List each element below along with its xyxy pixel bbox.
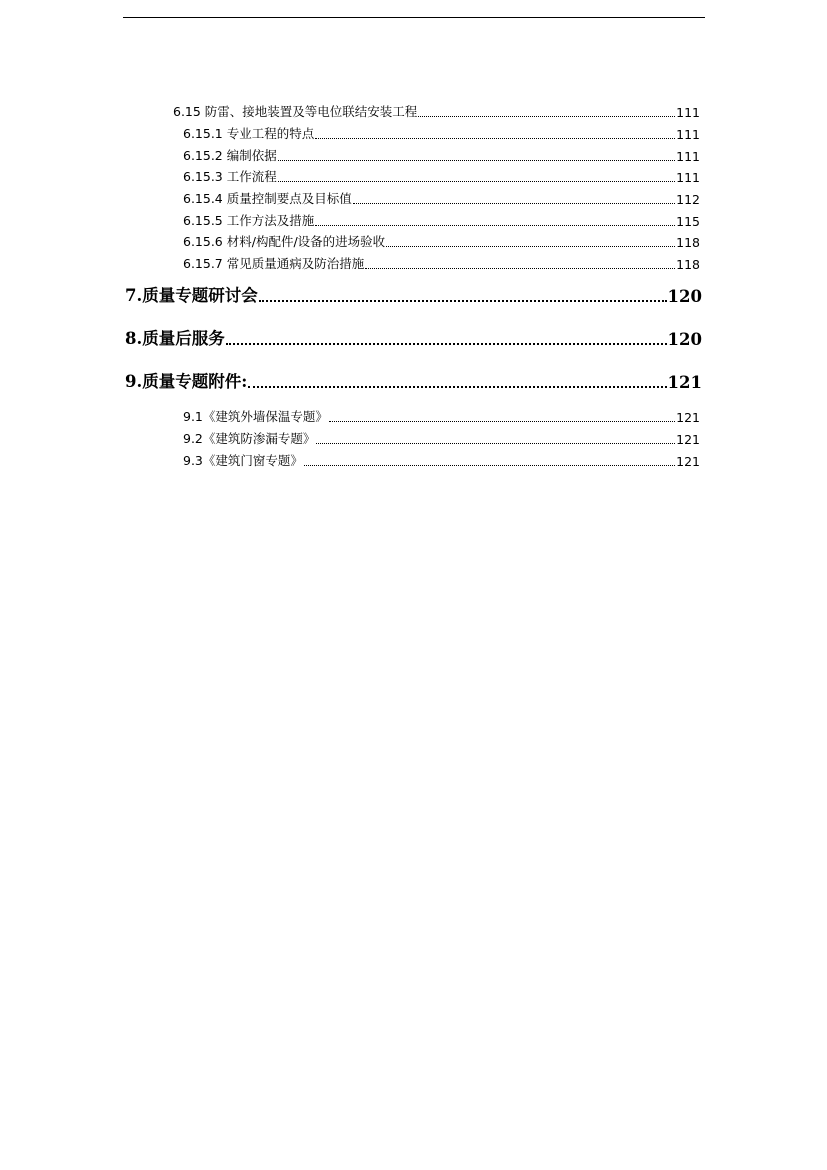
toc-entry-9-2[interactable] — [183, 429, 700, 447]
toc-entry-6-15-3[interactable] — [183, 167, 700, 185]
toc-entry-6-15-5[interactable] — [183, 211, 700, 229]
toc-entry-label: 6.15.6 材料/构配件/设备的进场验收 — [183, 234, 386, 249]
toc-entry-9-1[interactable] — [183, 407, 700, 425]
toc-dot-leader — [248, 386, 666, 388]
toc-entry-label: 6.15.7 常见质量通病及防治措施 — [183, 256, 365, 271]
toc-page-number: 112 — [676, 192, 700, 207]
toc-dot-leader — [278, 160, 675, 161]
toc-entry-label: 6.15.5 工作方法及措施 — [183, 213, 315, 228]
toc-entry-6-15-6[interactable] — [183, 232, 700, 250]
toc-dot-leader — [329, 421, 675, 422]
toc-dot-leader — [315, 225, 675, 226]
toc-dot-leader — [226, 343, 667, 345]
toc-entry-label: 8.质量后服务 — [125, 329, 225, 348]
toc-dot-leader — [315, 138, 675, 139]
toc-entry-label: 6.15.2 编制依据 — [183, 148, 277, 163]
toc-entry-label: 6.15.4 质量控制要点及目标值 — [183, 191, 352, 206]
toc-entry-6-15-2[interactable] — [183, 146, 700, 164]
toc-dot-leader — [278, 181, 675, 182]
toc-entry-6-15[interactable] — [173, 102, 700, 120]
toc-page-number: 121 — [667, 373, 702, 392]
toc-page-number: 115 — [676, 214, 700, 229]
toc-entry-6-15-4[interactable] — [183, 189, 700, 207]
toc-page-number: 120 — [667, 287, 702, 306]
toc-dot-leader — [316, 443, 675, 444]
toc-entry-label: 9.2《建筑防渗漏专题》 — [183, 431, 316, 446]
toc-dot-leader — [259, 300, 667, 302]
toc-page-number: 111 — [676, 127, 700, 142]
toc-dot-leader — [386, 246, 675, 247]
toc-page-number: 121 — [676, 432, 700, 447]
toc-entry-8[interactable] — [125, 327, 702, 349]
toc-dot-leader — [365, 268, 675, 269]
toc-entry-label: 7.质量专题研讨会 — [125, 286, 258, 305]
toc-page-number: 121 — [676, 410, 700, 425]
toc-entry-label: 6.15 防雷、接地装置及等电位联结安装工程 — [173, 104, 418, 119]
toc-dot-leader — [353, 203, 675, 204]
toc-page-number: 121 — [676, 454, 700, 469]
toc-entry-label: 6.15.1 专业工程的特点 — [183, 126, 315, 141]
toc-entry-label: 9.3《建筑门窗专题》 — [183, 453, 303, 468]
toc-page-number: 118 — [676, 257, 700, 272]
toc-page-number: 118 — [676, 235, 700, 250]
toc-dot-leader — [304, 465, 675, 466]
toc-page-number: 111 — [676, 105, 700, 120]
toc-page-number: 111 — [676, 149, 700, 164]
toc-entry-label: 9.1《建筑外墙保温专题》 — [183, 409, 328, 424]
toc-page-number: 120 — [667, 330, 702, 349]
toc-page-number: 111 — [676, 170, 700, 185]
toc-entry-7[interactable] — [125, 284, 702, 306]
toc-dot-leader — [418, 116, 675, 117]
toc-entry-6-15-7[interactable] — [183, 254, 700, 272]
toc-entry-9-3[interactable] — [183, 451, 700, 469]
toc-entry-label: 6.15.3 工作流程 — [183, 169, 277, 184]
toc-entry-6-15-1[interactable] — [183, 124, 700, 142]
toc-entry-9[interactable] — [125, 370, 702, 392]
toc-entry-label: 9.质量专题附件: — [125, 372, 248, 391]
